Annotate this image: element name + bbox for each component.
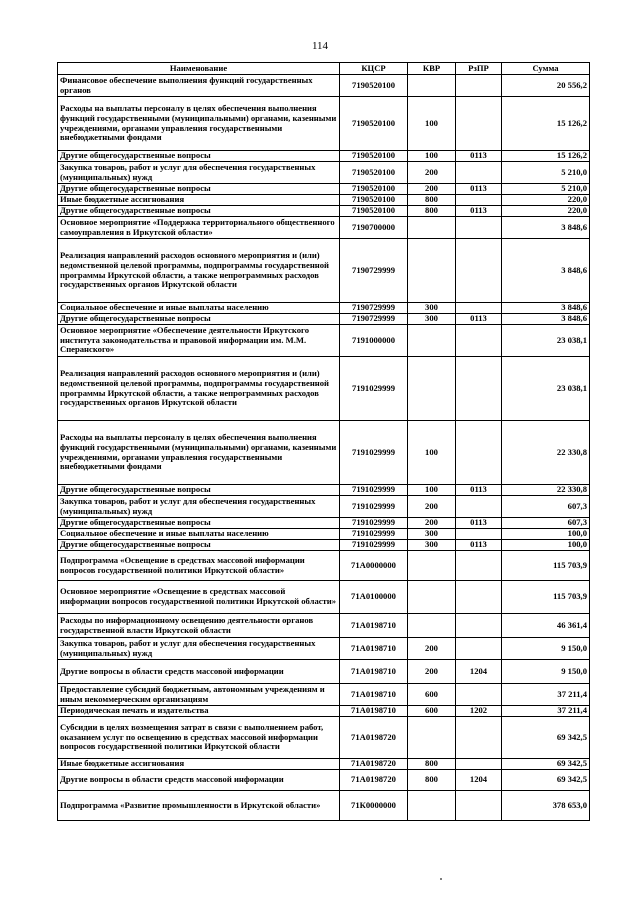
cell-kvr: 300	[408, 540, 456, 551]
page-number: 114	[311, 40, 329, 52]
cell-sum: 37 211,4	[502, 684, 590, 706]
table-row	[58, 540, 590, 551]
cell-name: Социальное обеспечение и иные выплаты населению	[58, 529, 340, 540]
cell-kvr: 100	[408, 421, 456, 485]
cell-kvr: 200	[408, 162, 456, 184]
table-row	[58, 325, 590, 357]
header-name: Наименование	[58, 63, 340, 75]
cell-kcsr: 7191029999	[340, 421, 408, 485]
cell-name: Расходы на выплаты персоналу в целях обеспечения выполнения функций государственными (муниципальными) органами, казенными учреждениями, органами управления государственными внебюджетными фондами	[58, 421, 340, 485]
cell-kcsr: 71А0198710	[340, 614, 408, 638]
cell-rzpr: 0113	[456, 184, 502, 195]
cell-rzpr	[456, 195, 502, 206]
cell-name: Основное мероприятие «Обеспечение деятельности Иркутского института законодательства и правовой информации им. М.М. Сперанского»	[58, 325, 340, 357]
cell-name: Другие общегосударственные вопросы	[58, 151, 340, 162]
cell-kcsr: 7190520100	[340, 151, 408, 162]
cell-kvr: 800	[408, 206, 456, 217]
cell-kcsr: 7190729999	[340, 303, 408, 314]
table-row	[58, 706, 590, 717]
cell-sum: 69 342,5	[502, 717, 590, 759]
table-row	[58, 529, 590, 540]
cell-rzpr: 0113	[456, 314, 502, 325]
cell-kcsr: 7190520100	[340, 195, 408, 206]
cell-sum: 115 703,9	[502, 551, 590, 581]
header-sum: Сумма	[502, 63, 590, 75]
cell-kcsr: 71А0000000	[340, 551, 408, 581]
cell-kcsr: 7191029999	[340, 540, 408, 551]
cell-sum: 46 361,4	[502, 614, 590, 638]
cell-kcsr: 7190729999	[340, 314, 408, 325]
cell-rzpr	[456, 581, 502, 614]
cell-rzpr	[456, 717, 502, 759]
cell-rzpr: 1204	[456, 770, 502, 791]
cell-kvr: 200	[408, 496, 456, 518]
cell-name: Другие общегосударственные вопросы	[58, 540, 340, 551]
cell-kvr: 300	[408, 529, 456, 540]
cell-sum: 3 848,6	[502, 303, 590, 314]
cell-kcsr: 7191029999	[340, 529, 408, 540]
table-row	[58, 581, 590, 614]
cell-name: Другие общегосударственные вопросы	[58, 206, 340, 217]
cell-kcsr: 7190729999	[340, 239, 408, 303]
cell-kvr: 200	[408, 518, 456, 529]
cell-sum: 378 653,0	[502, 791, 590, 821]
table-row	[58, 314, 590, 325]
cell-rzpr	[456, 759, 502, 770]
cell-kcsr: 71А0198720	[340, 717, 408, 759]
cell-kvr: 100	[408, 97, 456, 151]
cell-name: Субсидии в целях возмещения затрат в связи с выполнением работ, оказанием услуг по освещению в средствах массовой информации вопросов государственной политики Иркутской области	[58, 717, 340, 759]
cell-sum: 220,0	[502, 206, 590, 217]
cell-kvr: 200	[408, 638, 456, 660]
cell-rzpr	[456, 421, 502, 485]
cell-rzpr: 0113	[456, 485, 502, 496]
cell-kcsr: 7190520100	[340, 162, 408, 184]
cell-rzpr	[456, 529, 502, 540]
table-row	[58, 770, 590, 791]
cell-rzpr	[456, 638, 502, 660]
cell-name: Социальное обеспечение и иные выплаты населению	[58, 303, 340, 314]
cell-rzpr	[456, 684, 502, 706]
cell-name: Другие общегосударственные вопросы	[58, 518, 340, 529]
cell-sum: 220,0	[502, 195, 590, 206]
cell-rzpr	[456, 97, 502, 151]
cell-kvr	[408, 581, 456, 614]
cell-sum: 37 211,4	[502, 706, 590, 717]
cell-sum: 607,3	[502, 496, 590, 518]
cell-sum: 115 703,9	[502, 581, 590, 614]
cell-rzpr: 0113	[456, 206, 502, 217]
cell-sum: 15 126,2	[502, 151, 590, 162]
cell-kcsr: 7191029999	[340, 496, 408, 518]
cell-name: Другие общегосударственные вопросы	[58, 184, 340, 195]
cell-name: Основное мероприятие «Поддержка территориального общественного самоуправления в Иркутской области»	[58, 217, 340, 239]
cell-name: Подпрограмма «Развитие промышленности в Иркутской области»	[58, 791, 340, 821]
cell-kcsr: 7190520100	[340, 75, 408, 97]
cell-sum: 9 150,0	[502, 660, 590, 684]
cell-kvr: 800	[408, 759, 456, 770]
table-row	[58, 684, 590, 706]
cell-rzpr	[456, 303, 502, 314]
table-row	[58, 421, 590, 485]
cell-kvr: 200	[408, 184, 456, 195]
table-row	[58, 97, 590, 151]
cell-kcsr: 7191029999	[340, 485, 408, 496]
cell-name: Другие вопросы в области средств массовой информации	[58, 660, 340, 684]
cell-rzpr	[456, 551, 502, 581]
cell-rzpr: 1202	[456, 706, 502, 717]
table-row	[58, 206, 590, 217]
cell-sum: 3 848,6	[502, 239, 590, 303]
cell-sum: 69 342,5	[502, 759, 590, 770]
cell-sum: 3 848,6	[502, 217, 590, 239]
cell-name: Другие общегосударственные вопросы	[58, 485, 340, 496]
cell-kvr: 100	[408, 485, 456, 496]
table-row	[58, 239, 590, 303]
cell-sum: 100,0	[502, 540, 590, 551]
cell-rzpr: 0113	[456, 151, 502, 162]
cell-sum: 69 342,5	[502, 770, 590, 791]
cell-name: Иные бюджетные ассигнования	[58, 195, 340, 206]
table-header	[58, 63, 590, 75]
cell-kvr: 600	[408, 706, 456, 717]
cell-name: Реализация направлений расходов основного мероприятия и (или) ведомственной целевой программы, подпрограммы государственной программы Иркутской области, а также непрограммных расходов государственных органов Иркутской области	[58, 357, 340, 421]
table-row	[58, 217, 590, 239]
table-row	[58, 303, 590, 314]
cell-rzpr	[456, 325, 502, 357]
cell-sum: 23 038,1	[502, 357, 590, 421]
budget-table	[57, 62, 590, 821]
table-row	[58, 518, 590, 529]
cell-kcsr: 71А0198710	[340, 638, 408, 660]
cell-kvr	[408, 791, 456, 821]
cell-sum: 23 038,1	[502, 325, 590, 357]
cell-kvr	[408, 325, 456, 357]
header-rzpr: РзПР	[456, 63, 502, 75]
cell-sum: 9 150,0	[502, 638, 590, 660]
cell-kvr	[408, 717, 456, 759]
cell-name: Закупка товаров, работ и услуг для обеспечения государственных (муниципальных) нужд	[58, 162, 340, 184]
cell-kcsr: 7190700000	[340, 217, 408, 239]
table-row	[58, 614, 590, 638]
cell-sum: 3 848,6	[502, 314, 590, 325]
cell-kcsr: 71А0198720	[340, 759, 408, 770]
cell-kcsr: 71А0198710	[340, 706, 408, 717]
cell-kcsr: 7190520100	[340, 97, 408, 151]
cell-rzpr: 0113	[456, 540, 502, 551]
cell-kvr	[408, 357, 456, 421]
cell-rzpr	[456, 75, 502, 97]
cell-sum: 5 210,0	[502, 162, 590, 184]
table-row	[58, 357, 590, 421]
table-row	[58, 717, 590, 759]
cell-kcsr: 71А0198710	[340, 684, 408, 706]
cell-name: Другие общегосударственные вопросы	[58, 314, 340, 325]
cell-sum: 22 330,8	[502, 421, 590, 485]
cell-sum: 607,3	[502, 518, 590, 529]
cell-rzpr	[456, 614, 502, 638]
table-row	[58, 75, 590, 97]
table-row	[58, 184, 590, 195]
cell-sum: 100,0	[502, 529, 590, 540]
cell-name: Основное мероприятие «Освещение в средствах массовой информации вопросов государственной политики Иркутской области»	[58, 581, 340, 614]
cell-name: Предоставление субсидий бюджетным, автономным учреждениям и иным некоммерческим организациям	[58, 684, 340, 706]
cell-kvr	[408, 551, 456, 581]
table-body	[58, 75, 590, 821]
table-row	[58, 551, 590, 581]
cell-name: Закупка товаров, работ и услуг для обеспечения государственных (муниципальных) нужд	[58, 638, 340, 660]
table-row	[58, 791, 590, 821]
cell-kvr: 200	[408, 660, 456, 684]
cell-kvr: 100	[408, 151, 456, 162]
cell-name: Закупка товаров, работ и услуг для обеспечения государственных (муниципальных) нужд	[58, 496, 340, 518]
cell-sum: 5 210,0	[502, 184, 590, 195]
cell-kcsr: 7191029999	[340, 518, 408, 529]
cell-rzpr: 0113	[456, 518, 502, 529]
cell-name: Иные бюджетные ассигнования	[58, 759, 340, 770]
cell-name: Периодическая печать и издательства	[58, 706, 340, 717]
cell-rzpr	[456, 239, 502, 303]
cell-sum: 20 556,2	[502, 75, 590, 97]
cell-rzpr	[456, 496, 502, 518]
header-row	[58, 63, 590, 75]
cell-rzpr	[456, 357, 502, 421]
cell-rzpr	[456, 791, 502, 821]
cell-kvr: 800	[408, 195, 456, 206]
cell-sum: 22 330,8	[502, 485, 590, 496]
cell-kcsr: 71К0000000	[340, 791, 408, 821]
scan-dot	[440, 878, 442, 880]
cell-kvr: 300	[408, 314, 456, 325]
table-row	[58, 496, 590, 518]
cell-rzpr	[456, 162, 502, 184]
cell-name: Другие вопросы в области средств массовой информации	[58, 770, 340, 791]
table-row	[58, 151, 590, 162]
cell-kcsr: 7190520100	[340, 184, 408, 195]
cell-rzpr: 1204	[456, 660, 502, 684]
cell-kvr	[408, 239, 456, 303]
cell-name: Подпрограмма «Освещение в средствах массовой информации вопросов государственной политики Иркутской области»	[58, 551, 340, 581]
table-row	[58, 162, 590, 184]
cell-kvr: 300	[408, 303, 456, 314]
cell-kcsr: 7190520100	[340, 206, 408, 217]
cell-sum: 15 126,2	[502, 97, 590, 151]
table-row	[58, 195, 590, 206]
cell-name: Реализация направлений расходов основного мероприятия и (или) ведомственной целевой программы, подпрограммы государственной программы Иркутской области, а также непрограммных расходов государственных органов Иркутской области	[58, 239, 340, 303]
cell-name: Расходы по информационному освещению деятельности органов государственной власти Иркутской области	[58, 614, 340, 638]
cell-kvr	[408, 217, 456, 239]
cell-kvr: 800	[408, 770, 456, 791]
cell-kcsr: 7191029999	[340, 357, 408, 421]
cell-kcsr: 71А0198710	[340, 660, 408, 684]
cell-kcsr: 7191000000	[340, 325, 408, 357]
cell-kvr	[408, 75, 456, 97]
table-row	[58, 485, 590, 496]
header-kcsr: КЦСР	[340, 63, 408, 75]
cell-kvr: 600	[408, 684, 456, 706]
table-row	[58, 759, 590, 770]
cell-kvr	[408, 614, 456, 638]
cell-name: Расходы на выплаты персоналу в целях обеспечения выполнения функций государственными (муниципальными) органами, казенными учреждениями, органами управления государственными внебюджетными фондами	[58, 97, 340, 151]
cell-kcsr: 71А0198720	[340, 770, 408, 791]
cell-rzpr	[456, 217, 502, 239]
header-kvr: КВР	[408, 63, 456, 75]
cell-name: Финансовое обеспечение выполнения функций государственных органов	[58, 75, 340, 97]
cell-kcsr: 71А0100000	[340, 581, 408, 614]
table-row	[58, 638, 590, 660]
table-row	[58, 660, 590, 684]
